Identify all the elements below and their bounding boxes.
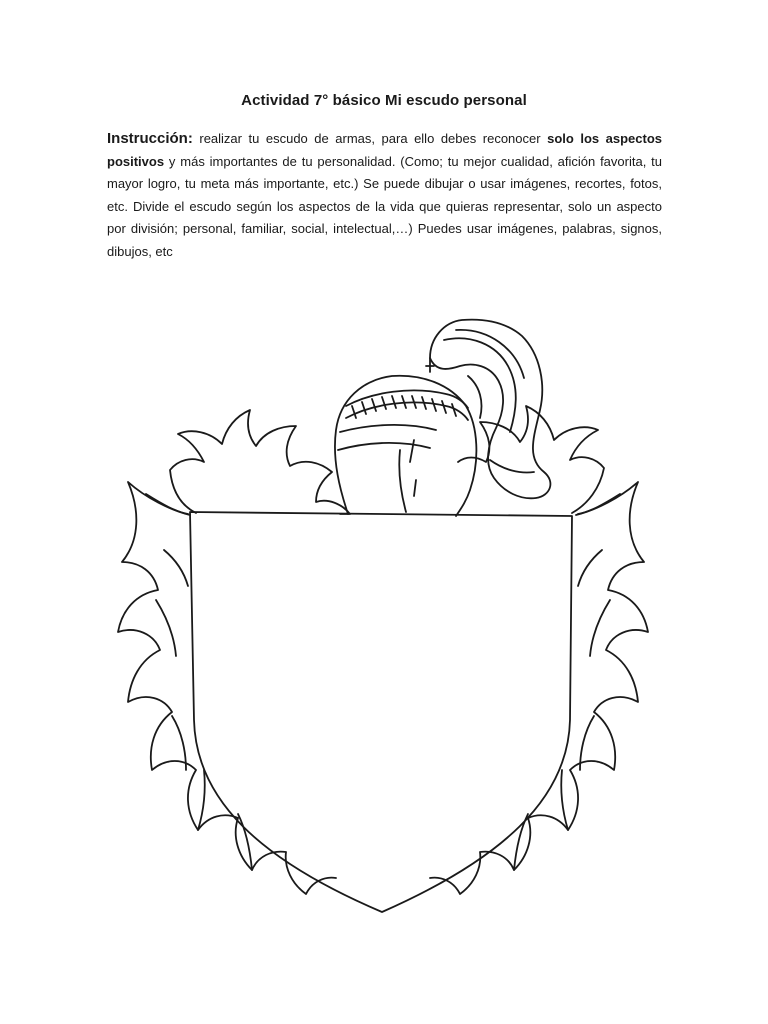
left-mantling bbox=[118, 410, 350, 894]
shield-outline bbox=[190, 512, 572, 912]
instruction-text-2: y más importantes de tu personalidad. (Como; tu mejor cualidad, afición favorita, tu mayor logro, tu meta más importante, etc.) Se puede dibujar o usar imágenes, recortes, fotos, etc. Divide el escudo según los aspectos de la vida que quieras representar, solo un aspecto por división; personal, familiar, social, intelectual,…) Puedes usar imágenes, palabras, signos, dibujos, etc bbox=[107, 153, 662, 259]
right-mantling bbox=[430, 406, 648, 894]
instruction-paragraph bbox=[107, 128, 662, 264]
instruction-lead: Instrucción: bbox=[107, 130, 193, 147]
coat-of-arms-icon bbox=[100, 300, 670, 930]
instruction-emphasis: solo los aspectos positivos bbox=[107, 131, 662, 169]
page-title: Actividad 7° básico Mi escudo personal bbox=[241, 92, 527, 109]
instruction-text-1: realizar tu escudo de armas, para ello debes reconocer bbox=[192, 131, 548, 146]
coat-of-arms-drawing bbox=[100, 300, 670, 930]
